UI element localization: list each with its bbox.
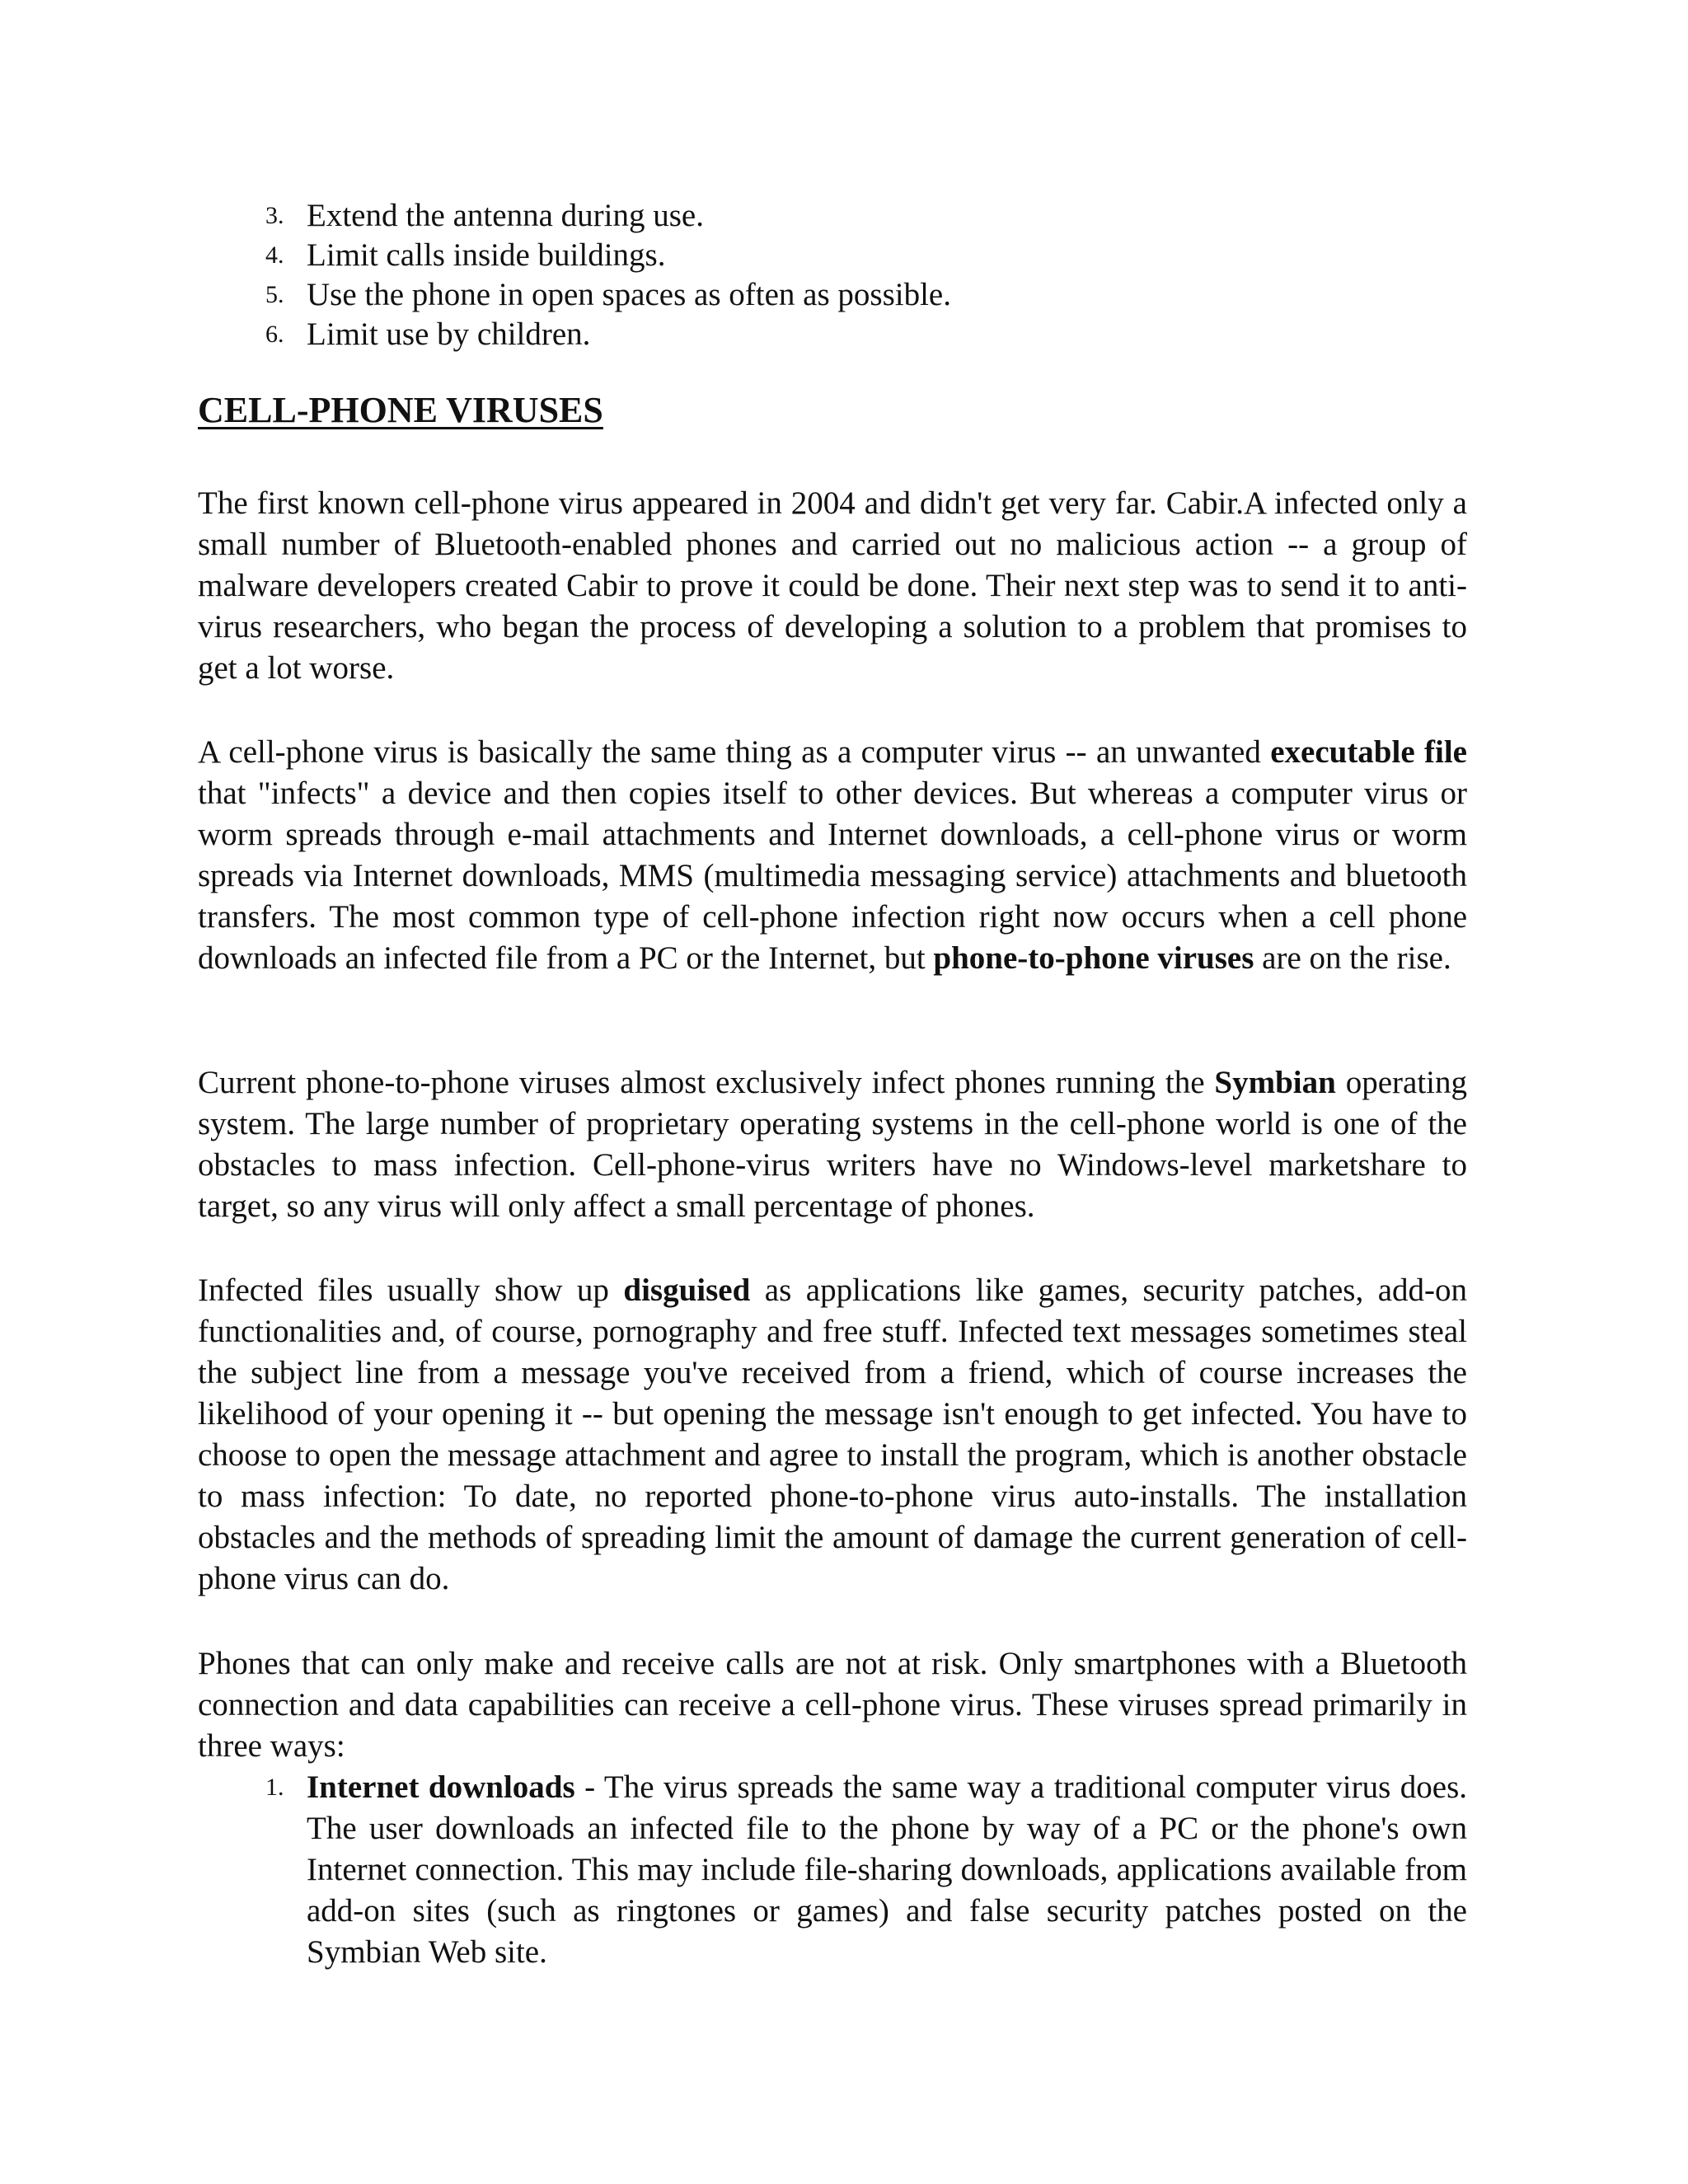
list-text: Use the phone in open spaces as often as possible. [307, 277, 951, 312]
text-run: Infected files usually show up [198, 1272, 624, 1308]
paragraph-5: Phones that can only make and receive calls are not at risk. Only smartphones with a Bluetooth connection and data capabilities can receive a cell-phone virus. These viruses spread primarily in three ways: [198, 1646, 1467, 1764]
text-run: operating system. The large number of proprietary operating systems in the cell-phone world is one of the obstacles to mass infection. Cell-phone-virus writers have no Windows-level marketshare to target, so any virus will only affect a small percentage of phones. [198, 1065, 1467, 1224]
paragraph-4 [198, 1270, 1467, 1600]
list-text: Limit use by children. [307, 316, 591, 352]
list-number: 4. [265, 241, 284, 269]
text-run: are on the rise. [1254, 940, 1451, 976]
paragraph-2 [198, 732, 1467, 979]
bold-term-phone-to-phone-viruses: phone-to-phone viruses [933, 940, 1254, 976]
list-number: 6. [265, 321, 284, 348]
text-run: as applications like games, security patches, add-on functionalities and, of course, pornography and free stuff. Infected text messages sometimes steal the subject line from a message you've received from a friend, which of course increases the likelihood of your opening it -- but opening the message isn't enough to get infected. You have to choose to open the message attachment and agree to install the program, which is another obstacle to mass infection: To date, no reported phone-to-phone virus auto-installs. The installation obstacles and the methods of spreading limit the amount of damage the current generation of cell-phone virus can do. [198, 1272, 1467, 1596]
text-run: - The virus spreads the same way a traditional computer virus does. The user downloads an infected file to the phone by way of a PC or the phone's own Internet connection. This may include file-sharing downloads, applications available from add-on sites (such as ringtones or games) and false security patches posted on the Symbian Web site. [307, 1769, 1467, 1970]
list-number: 3. [265, 202, 284, 229]
list-text: Limit calls inside buildings. [307, 237, 666, 273]
paragraph-1: The first known cell-phone virus appeared in 2004 and didn't get very far. Cabir.A infected only a small number of Bluetooth-enabled phones and carried out no malicious action -- a group of malware developers created Cabir to prove it could be done. Their next step was to send it to anti-virus researchers, who began the process of developing a solution to a problem that promises to get a lot worse. [198, 485, 1467, 686]
paragraph-3 [198, 1062, 1467, 1227]
bold-term-disguised: disguised [623, 1272, 751, 1308]
text-run: A cell-phone virus is basically the same thing as a computer virus -- an unwanted [198, 734, 1271, 770]
text-run: that "infects" a device and then copies itself to other devices. But whereas a computer virus or worm spreads through e-mail attachments and Internet downloads, a cell-phone virus or worm spreads via Internet downloads, MMS (multimedia messaging service) attachments and bluetooth transfers. The most common type of cell-phone infection right now occurs when a cell phone downloads an infected file from a PC or the Internet, but [198, 776, 1467, 976]
list-number: 5. [265, 281, 284, 308]
list-text: Extend the antenna during use. [307, 198, 704, 233]
text-run: Current phone-to-phone viruses almost exclusively infect phones running the [198, 1065, 1215, 1100]
section-heading: CELL-PHONE VIRUSES [198, 390, 603, 430]
list-number: 1. [265, 1774, 284, 1801]
bold-term-internet-downloads: Internet downloads [307, 1769, 575, 1805]
bold-term-executable-file: executable file [1270, 734, 1467, 770]
list-text [307, 1767, 1467, 1973]
bold-term-symbian: Symbian [1214, 1065, 1336, 1100]
